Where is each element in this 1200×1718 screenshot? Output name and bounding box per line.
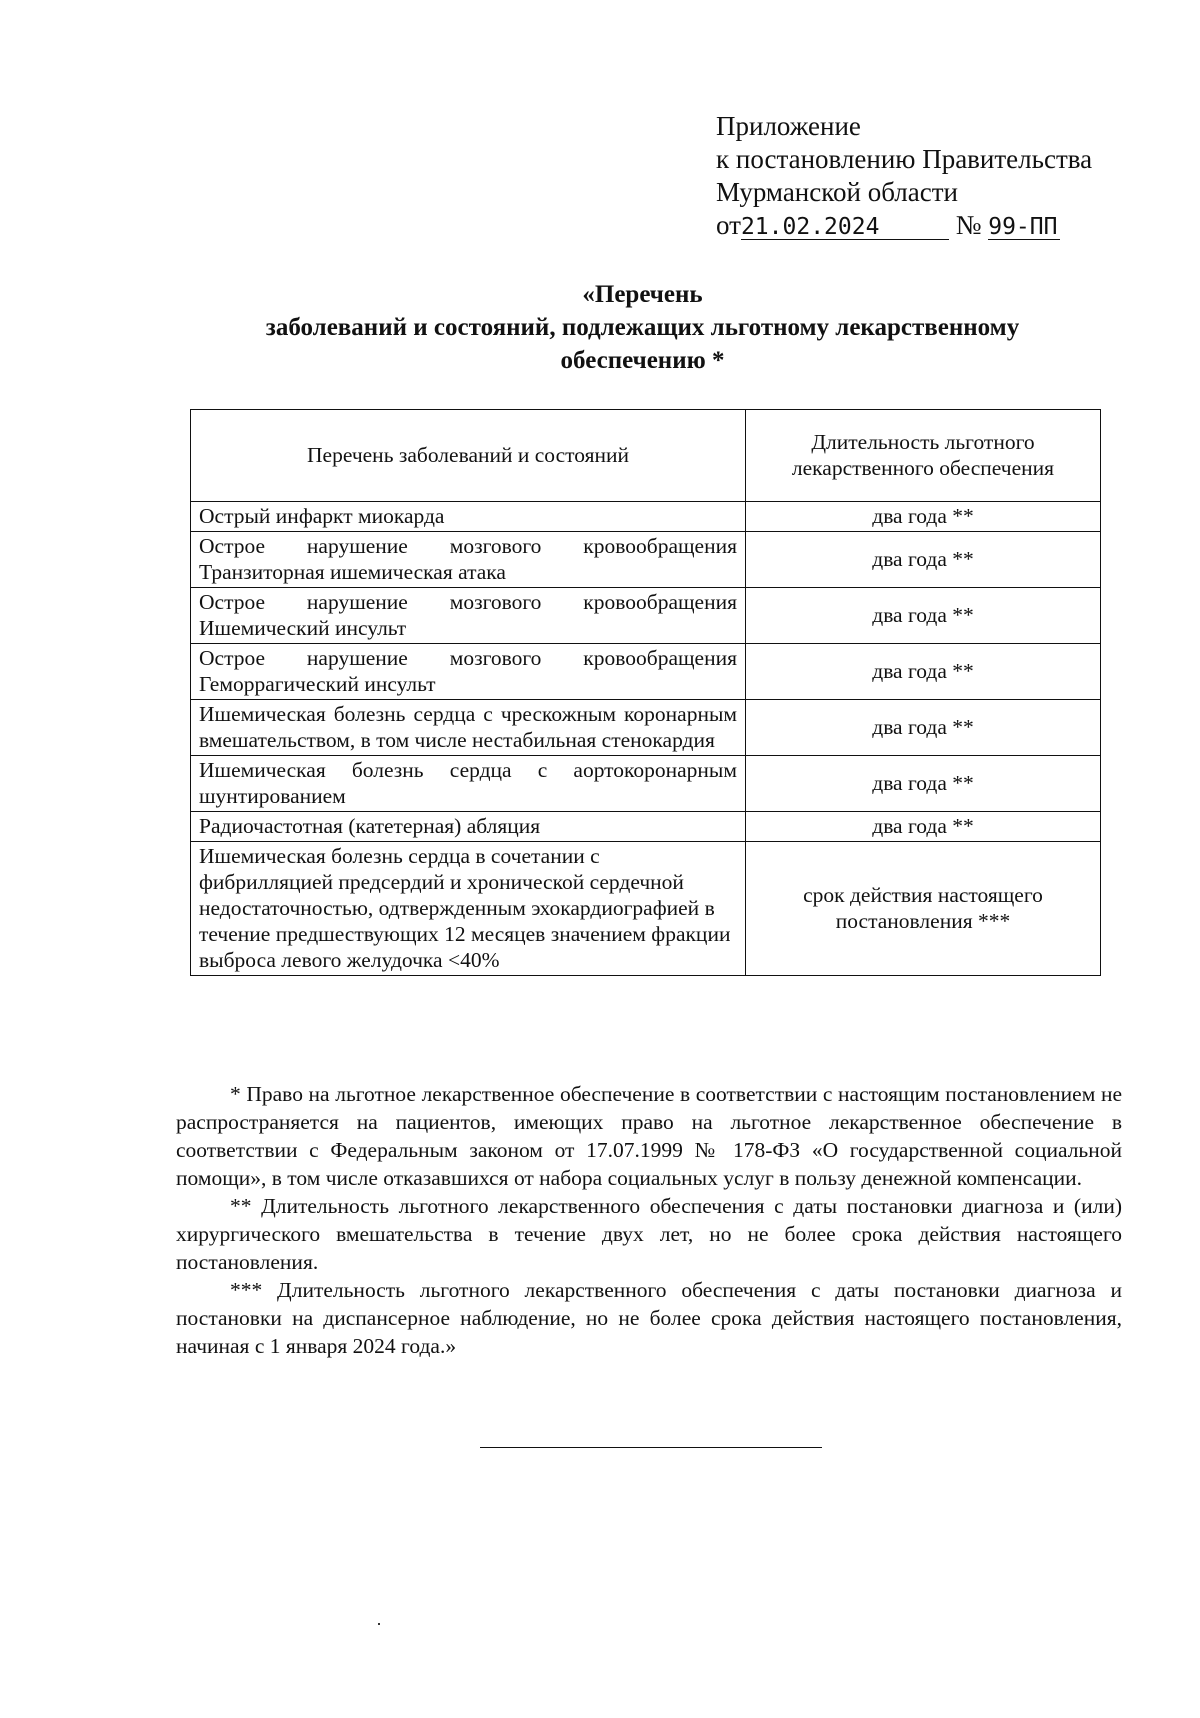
header-diseases: Перечень заболеваний и состояний: [191, 410, 746, 502]
disease-name: Ишемическая болезнь сердца с аортокоронарным шунтированием: [191, 756, 746, 812]
disease-name: Ишемическая болезнь сердца в сочетании с фибрилляцией предсердий и хронической сердечной недостаточностью, одтвержденным эхокардиографией в течение предшествующих 12 месяцев значением фракции выброса левого желудочка <40%: [191, 842, 746, 976]
appendix-line-resolution: к постановлению Правительства: [716, 144, 1093, 174]
table-row: [191, 644, 1101, 700]
number-prefix: №: [955, 210, 982, 240]
appendix-block: [716, 110, 1092, 242]
disease-name: Острый инфаркт миокарда: [191, 502, 746, 532]
date-prefix: от: [716, 210, 741, 240]
title-line-3: обеспечению *: [560, 347, 725, 374]
table-row: [191, 756, 1101, 812]
appendix-line-region: Мурманской области: [716, 177, 958, 207]
disease-name: Острое нарушение мозгового кровообращения Транзиторная ишемическая атака: [191, 532, 746, 588]
footnotes: [176, 1080, 1122, 1360]
diseases-table: [190, 409, 1101, 976]
table-row: [191, 502, 1101, 532]
document-title: [160, 278, 1125, 377]
disease-name: Радиочастотная (катетерная) абляция: [191, 812, 746, 842]
table-row: [191, 842, 1101, 976]
appendix-date-number-line: [716, 209, 1092, 242]
duration-value: два года **: [746, 502, 1101, 532]
table-row: [191, 588, 1101, 644]
duration-value: два года **: [746, 588, 1101, 644]
disease-name: Ишемическая болезнь сердца с чрескожным коронарным вмешательством, в том числе нестабильная стенокардия: [191, 700, 746, 756]
table-row: [191, 812, 1101, 842]
duration-value: два года **: [746, 756, 1101, 812]
closing-divider: [480, 1447, 822, 1448]
duration-value: два года **: [746, 644, 1101, 700]
footnote-2: ** Длительность льготного лекарственного обеспечения с даты постановки диагноза и (или) хирургического вмешательства в течение двух лет, но не более срока действия настоящего постановления.: [176, 1194, 1122, 1274]
duration-value: два года **: [746, 812, 1101, 842]
resolution-number: 99-ПП: [988, 215, 1060, 240]
disease-name: Острое нарушение мозгового кровообращения Ишемический инсульт: [191, 588, 746, 644]
duration-value: два года **: [746, 700, 1101, 756]
disease-name: Острое нарушение мозгового кровообращения Геморрагический инсульт: [191, 644, 746, 700]
table-row: [191, 532, 1101, 588]
duration-value: срок действия настоящего постановления ***: [746, 842, 1101, 976]
title-line-1: «Перечень: [582, 281, 703, 308]
title-line-2: заболеваний и состояний, подлежащих льготному лекарственному: [265, 314, 1020, 341]
table-header-row: [191, 410, 1101, 502]
scan-speck: [378, 1623, 380, 1625]
appendix-title: Приложение: [716, 111, 861, 141]
duration-value: два года **: [746, 532, 1101, 588]
table-row: [191, 700, 1101, 756]
header-duration: Длительность льготного лекарственного обеспечения: [746, 410, 1101, 502]
resolution-date: 21.02.2024: [741, 215, 949, 240]
footnote-3: *** Длительность льготного лекарственного обеспечения с даты постановки диагноза и постановки на диспансерное наблюдение, но не более срока действия настоящего постановления, начиная с 1 января 2024 года.»: [176, 1278, 1122, 1358]
footnote-1: * Право на льготное лекарственное обеспечение в соответствии с настоящим постановлением не распространяется на пациентов, имеющих право на льготное лекарственное обеспечение в соответствии с Федеральным законом от 17.07.1999 № 178-ФЗ «О государственной социальной помощи», в том числе отказавшихся от набора социальных услуг в пользу денежной компенсации.: [176, 1082, 1122, 1190]
